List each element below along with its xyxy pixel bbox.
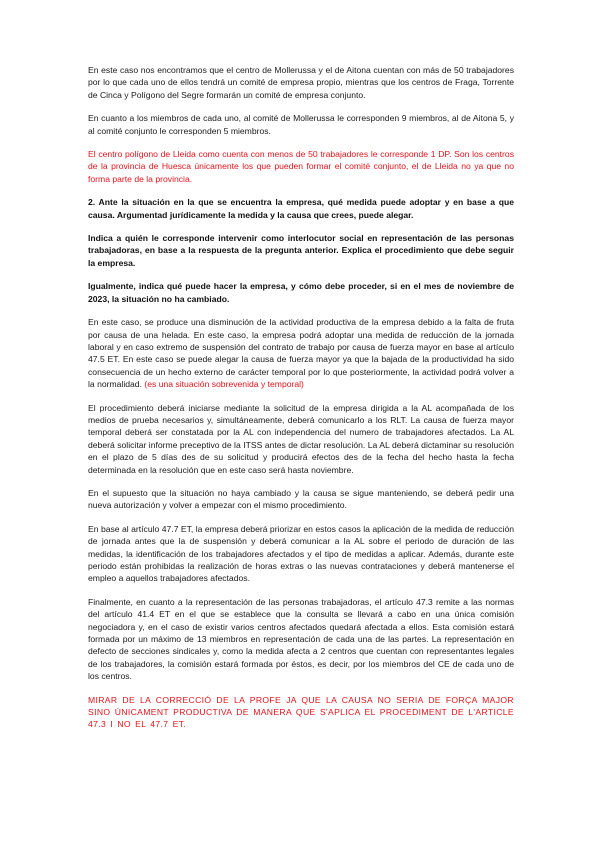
question-2-heading: 2. Ante la situación en la que se encuentra la empresa, qué medida puede adoptar y en base a que causa. Argumentad jurídicamente la medida y la causa que crees, puede alegar. xyxy=(88,197,514,220)
paragraph-force-majeure xyxy=(88,316,514,390)
paragraph-new-authorization: En el supuesto que la situación no haya cambiado y la causa se sigue manteniendo, se deberá pedir una nueva autorización y volver a empezar con el mismo procedimiento. xyxy=(88,487,514,511)
question-november-2023: Igualmente, indica qué puede hacer la empresa, y cómo debe proceder, si en el mes de noviembre de 2023, la situación no ha cambiado. xyxy=(88,281,514,304)
paragraph-article-47-7: En base al artículo 47.7 ET, la empresa deberá priorizar en estos casos la aplicación de la medida de reducción de jornada antes que la de suspensión y deberá comunicar a la AL sobre el periodo de duración de las medidas, la identificación de los trabajadores afectados y el tipo de medidas a aplicar. Además, durante este periodo están prohibidas la realización de horas extras o las nuevas contrataciones y deberá mantenerse el empleo a aquellos trabajadores afectados. xyxy=(88,523,514,584)
annotation-professor-correction: MIRAR DE LA CORRECCIÓ DE LA PROFE JA QUE LA CAUSA NO SERIA DE FORÇA MAJOR SINO ÚNICAMENT PRODUCTIVA DE MANERA QUE S'APLICA EL PROCEDIMENT DE L'ARTICLE 47.3 I NO EL 47.7 ET. xyxy=(88,694,514,730)
annotation-sobrevenida: (es una situación sobrevenida y temporal) xyxy=(144,379,304,390)
paragraph-correction-lleida: El centro polígono de Lleida como cuenta con menos de 50 trabajadores le corresponde 1 DP. Son los centros de la provincia de Huesca únicamente los que pueden formar el comité conjunto, el de Lleida no ya que no forma parte de la provincia. xyxy=(88,149,514,184)
paragraph-procedure: El procedimiento deberá iniciarse mediante la solicitud de la empresa dirigida a la AL acompañada de los medios de prueba necesarios y, simultáneamente, deberá comunicarlo a los RLT. La causa de fuerza mayor temporal deberá ser constatada por la AL con independencia del numero de trabajadores afectados. La AL deberá solicitar informe preceptivo de la ITSS antes de dictar resolución. La AL deberá dictaminar su resolución en el plazo de 5 días des de su solicitud y producirá efectos des de la fecha del hecho hasta la fecha determinada en la resolución que en este caso será hasta noviembre. xyxy=(88,402,514,475)
paragraph-representation: Finalmente, en cuanto a la representación de las personas trabajadoras, el artículo 47.3 remite a las normas del artículo 41.4 ET en el que se establece que la consulta se llevará a cabo en una única comisión negociadora y, en el caso de existir varios centros afectados quedará afectada a ellos. Esta comisión estará formada por un máximo de 13 miembros en representación de cada una de las partes. La representación en defecto de secciones sindicales y, como la medida afecta a 2 centros que cuentan con representantes legales de los trabajadores, la comisión estará formada por éstos, es decir, por los miembros del CE de cada uno de los centros. xyxy=(88,596,514,682)
question-interlocutor: Indica a quién le corresponde intervenir como interlocutor social en representación de las personas trabajadoras, en base a la respuesta de la pregunta anterior. Explica el procedimiento que debe seguir la empresa. xyxy=(88,233,514,268)
paragraph-committees-per-center: En este caso nos encontramos que el centro de Mollerussa y el de Aitona cuentan con más de 50 trabajadores por lo que cada uno de ellos tendrá un comité de empresa propio, mientras que los centros de Fraga, Torrente de Cinca y Polígono del Segre formarán un comité de empresa conjunto. xyxy=(88,65,514,100)
paragraph-force-majeure-text: En este caso, se produce una disminución de la actividad productiva de la empresa debido a la falta de fruta por causa de una helada. En este caso, la empresa podrá adoptar una medida de reducción de la jornada laboral y en caso extremo de suspensión del contrato de trabajo por causa de fuerza mayor en base al artículo 47.5 ET. En este caso se puede alegar la causa de fuerza mayor ya que la bajada de la productividad ha sido consecuencia de un hecho externo de carácter temporal por lo que posteriormente, la actividad podrá volver a la normalidad. xyxy=(88,317,514,390)
document-page xyxy=(88,64,514,742)
paragraph-committee-members: En cuanto a los miembros de cada uno, al comité de Mollerussa le corresponden 9 miembros, al de Aitona 5, y al comité conjunto le corresponden 5 miembros. xyxy=(88,113,514,136)
